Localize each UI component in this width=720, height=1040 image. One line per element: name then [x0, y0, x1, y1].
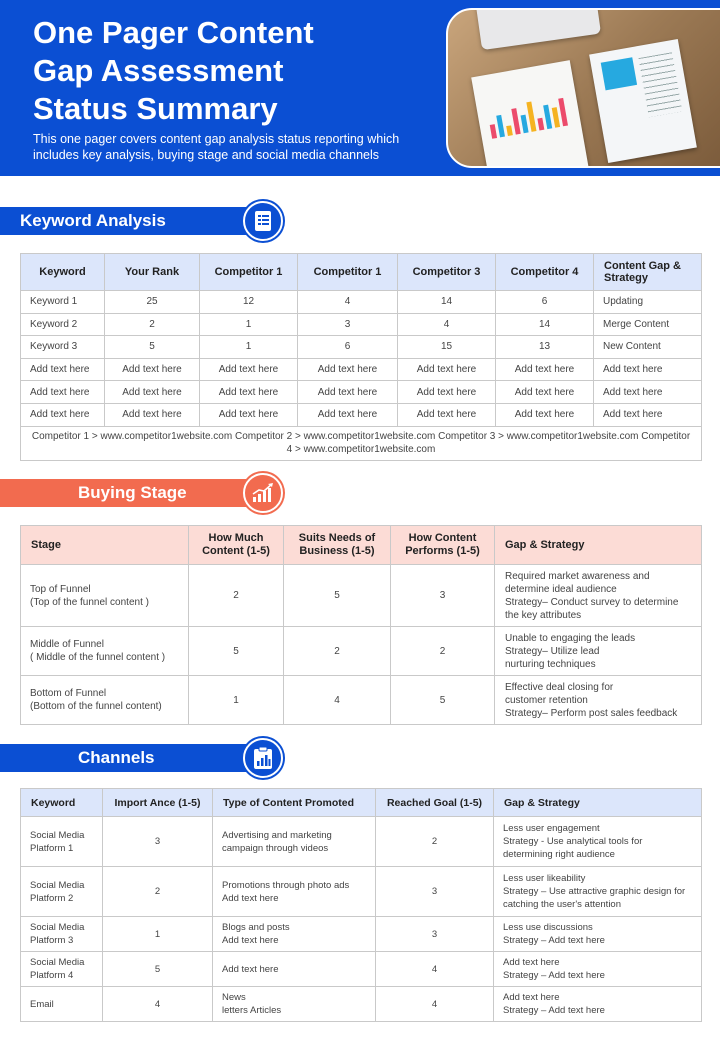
buying-stage-table	[20, 525, 702, 725]
table-cell: Add text here	[398, 358, 496, 381]
header-cell: Your Rank	[105, 254, 200, 291]
table-cell: Add text here	[105, 381, 200, 404]
table-row	[21, 987, 702, 1022]
table-cell: 2	[391, 627, 495, 676]
table-cell: Add text here Strategy – Add text here	[494, 952, 702, 987]
page-subtitle: This one pager covers content gap analysis status reporting which includes key analysis, buying stage and social media channels	[33, 132, 400, 162]
table-cell: 3	[103, 817, 213, 867]
header-cell: Content Gap & Strategy	[594, 254, 702, 291]
table-row	[21, 291, 702, 314]
channels-table-header	[21, 789, 702, 817]
table-cell: Add text here	[200, 358, 298, 381]
table-cell: 2	[103, 867, 213, 917]
table-cell: 5	[284, 565, 391, 627]
table-cell: Add text here	[21, 403, 105, 426]
competitor-note-row	[21, 426, 702, 460]
table-row	[21, 403, 702, 426]
table-cell: Social Media Platform 1	[21, 817, 103, 867]
competitor-note: Competitor 1 > www.competitor1website.com Competitor 2 > www.competitor1website.com Competitor 3 > www.competitor1website.com Competitor 4 > www.competitor1website.com	[21, 426, 702, 460]
table-cell: New Content	[594, 336, 702, 359]
header-banner	[0, 0, 720, 176]
table-cell: Middle of Funnel ( Middle of the funnel content )	[21, 627, 189, 676]
table-cell: Social Media Platform 3	[21, 917, 103, 952]
table-cell: 12	[200, 291, 298, 314]
header-cell: Competitor 1	[200, 254, 298, 291]
table-cell: Email	[21, 987, 103, 1022]
table-cell: 1	[189, 676, 284, 725]
table-cell: Merge Content	[594, 313, 702, 336]
growth-chart-icon	[243, 473, 283, 513]
table-cell: Less use discussions Strategy – Add text here	[494, 917, 702, 952]
table-cell: 3	[391, 565, 495, 627]
paper-color-block	[601, 57, 637, 90]
table-cell: 2	[189, 565, 284, 627]
table-cell: Unable to engaging the leads Strategy– Utilize lead nurturing techniques	[495, 627, 702, 676]
table-cell: Add text here	[21, 381, 105, 404]
keyword-table	[20, 253, 702, 461]
header-cell: Reached Goal (1-5)	[376, 789, 494, 817]
table-row	[21, 867, 702, 917]
table-cell: Advertising and marketing campaign through videos	[213, 817, 376, 867]
table-row	[21, 627, 702, 676]
table-cell: Add text here	[105, 403, 200, 426]
table-cell: 25	[105, 291, 200, 314]
table-cell: Less user engagement Strategy - Use analytical tools for determining right audience	[494, 817, 702, 867]
table-cell: Add text here	[105, 358, 200, 381]
header-cell: Keyword	[21, 789, 103, 817]
table-cell: Add text here	[398, 381, 496, 404]
table-cell: Add text here	[298, 358, 398, 381]
document-icon	[243, 201, 283, 241]
table-cell: Keyword 2	[21, 313, 105, 336]
table-cell: 4	[298, 291, 398, 314]
table-row	[21, 565, 702, 627]
channels-section-bar	[0, 744, 258, 772]
table-cell: Add text here	[398, 403, 496, 426]
table-cell: Bottom of Funnel (Bottom of the funnel content)	[21, 676, 189, 725]
table-row	[21, 336, 702, 359]
table-cell: 3	[376, 917, 494, 952]
table-row	[21, 817, 702, 867]
channels-section-title: Channels	[78, 748, 155, 767]
header-cell: Competitor 3	[398, 254, 496, 291]
table-cell: 2	[376, 817, 494, 867]
table-row	[21, 358, 702, 381]
table-cell: Add text here	[594, 381, 702, 404]
table-cell: 14	[496, 313, 594, 336]
table-cell: 4	[398, 313, 496, 336]
header-cell: Import Ance (1-5)	[103, 789, 213, 817]
table-cell: 6	[298, 336, 398, 359]
table-cell: Add text here	[200, 403, 298, 426]
table-cell: Promotions through photo ads Add text here	[213, 867, 376, 917]
table-cell: Add text here	[200, 381, 298, 404]
keyword-section-bar	[0, 207, 258, 235]
table-cell: Top of Funnel (Top of the funnel content )	[21, 565, 189, 627]
table-cell: 4	[376, 952, 494, 987]
table-cell: 5	[105, 336, 200, 359]
keyword-section-title: Keyword Analysis	[20, 211, 166, 230]
paper-bar-chart	[486, 91, 571, 138]
table-cell: 3	[376, 867, 494, 917]
table-cell: Add text here	[496, 381, 594, 404]
table-cell: Social Media Platform 4	[21, 952, 103, 987]
table-cell: 2	[105, 313, 200, 336]
table-cell: 2	[284, 627, 391, 676]
table-cell: Required market awareness and determine ideal audience Strategy– Conduct survey to determine the key attributes	[495, 565, 702, 627]
paper-text-lines	[638, 52, 682, 117]
table-cell: 13	[496, 336, 594, 359]
table-cell: 1	[103, 917, 213, 952]
header-cell: How Content Performs (1-5)	[391, 526, 495, 565]
header-cell: Type of Content Promoted	[213, 789, 376, 817]
table-cell: Keyword 1	[21, 291, 105, 314]
table-cell: 6	[496, 291, 594, 314]
header-cell: Competitor 1	[298, 254, 398, 291]
header-cell: Suits Needs of Business (1-5)	[284, 526, 391, 565]
table-cell: 5	[391, 676, 495, 725]
table-cell: Add text here	[496, 358, 594, 381]
header-photo	[446, 8, 720, 168]
header-cell: Gap & Strategy	[495, 526, 702, 565]
keyword-table-header	[21, 254, 702, 291]
table-cell: Updating	[594, 291, 702, 314]
table-cell: Add text here Strategy – Add text here	[494, 987, 702, 1022]
table-cell: Effective deal closing for customer retention Strategy– Perform post sales feedback	[495, 676, 702, 725]
table-cell: Keyword 3	[21, 336, 105, 359]
table-cell: Add text here	[496, 403, 594, 426]
table-cell: Social Media Platform 2	[21, 867, 103, 917]
table-cell: 14	[398, 291, 496, 314]
header-cell: How Much Content (1-5)	[189, 526, 284, 565]
table-cell: 4	[376, 987, 494, 1022]
header-cell: Gap & Strategy	[494, 789, 702, 817]
header-cell: Competitor 4	[496, 254, 594, 291]
header-cell: Keyword	[21, 254, 105, 291]
table-cell: 4	[103, 987, 213, 1022]
table-cell: 4	[284, 676, 391, 725]
table-cell: 5	[103, 952, 213, 987]
page-title: One Pager Content Gap Assessment Status Summary	[33, 15, 314, 126]
table-cell: Add text here	[594, 358, 702, 381]
channels-table	[20, 788, 702, 1022]
table-cell: News letters Articles	[213, 987, 376, 1022]
report-paper-right	[589, 39, 697, 163]
table-row	[21, 676, 702, 725]
buying-section-title: Buying Stage	[78, 483, 187, 502]
table-cell: 1	[200, 336, 298, 359]
table-cell: Add text here	[298, 381, 398, 404]
table-row	[21, 381, 702, 404]
buying-table-header	[21, 526, 702, 565]
table-row	[21, 952, 702, 987]
clipboard-chart-icon	[243, 738, 283, 778]
table-cell: 1	[200, 313, 298, 336]
buying-section-bar	[0, 479, 258, 507]
table-row	[21, 313, 702, 336]
table-cell: Add text here	[213, 952, 376, 987]
table-row	[21, 917, 702, 952]
header-cell: Stage	[21, 526, 189, 565]
table-cell: Blogs and posts Add text here	[213, 917, 376, 952]
report-paper-left	[471, 60, 589, 168]
table-cell: 15	[398, 336, 496, 359]
table-cell: Add text here	[298, 403, 398, 426]
table-cell: Less user likeability Strategy – Use attractive graphic design for catching the user's attention	[494, 867, 702, 917]
table-cell: 3	[298, 313, 398, 336]
table-cell: 5	[189, 627, 284, 676]
table-cell: Add text here	[21, 358, 105, 381]
table-cell: Add text here	[594, 403, 702, 426]
